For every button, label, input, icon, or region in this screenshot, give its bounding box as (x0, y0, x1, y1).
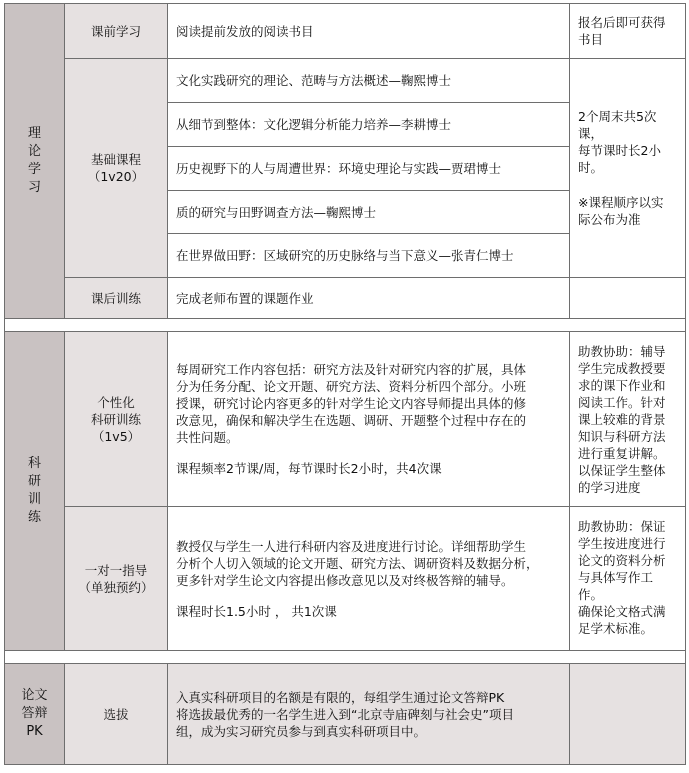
section-divider (5, 319, 686, 332)
table-row (5, 278, 686, 319)
row-note-post-training (570, 278, 686, 319)
course-item: 质的研究与田野调查方法—鞠熙博士 (168, 191, 570, 234)
row-name-one-on-one: 一对一指导 （单独预约） (65, 507, 168, 651)
row-content-post-training: 完成老师布置的课题作业 (168, 278, 570, 319)
course-item: 历史视野下的人与周遭世界：环境史理论与实践—贾珺博士 (168, 147, 570, 191)
section-label-theory: 理 论 学 习 (5, 4, 65, 319)
row-name-selection: 选拔 (65, 664, 168, 765)
row-name-personal-training: 个性化 科研训练 （1v5） (65, 332, 168, 507)
course-item: 文化实践研究的理论、范畴与方法概述—鞠熙博士 (168, 59, 570, 103)
row-name-pre-study: 课前学习 (65, 4, 168, 59)
section-label-pk: 论文 答辩 PK (5, 664, 65, 765)
course-item: 在世界做田野：区域研究的历史脉络与当下意义—张青仁博士 (168, 234, 570, 278)
row-name-post-training: 课后训练 (65, 278, 168, 319)
row-content-selection: 入真实科研项目的名额是有限的，每组学生通过论文答辩PK 将选拔最优秀的一名学生进入到“北京寺庙碑刻与社会史”项目 组，成为实习研究员参与到真实科研项目中。 (168, 664, 570, 765)
table-row (5, 59, 686, 103)
section-divider (5, 651, 686, 664)
row-content-one-on-one: 教授仅与学生一人进行科研内容及进度进行讨论。详细帮助学生 分析个人切入领域的论文开题、研究方法、调研资料及数据分析， 更多针对学生论文内容提出修改意见以及对终极答辩的辅导。 课程时长1.5小时 ， 共1次课 (168, 507, 570, 651)
table-row (5, 664, 686, 765)
row-name-basic-course: 基础课程 （1v20） (65, 59, 168, 278)
program-table (4, 3, 686, 765)
table-row (5, 332, 686, 507)
row-note-selection (570, 664, 686, 765)
row-note-personal-training: 助教协助：辅导 学生完成教授要 求的课下作业和 阅读工作。针对 课上较难的背景 知识与科研方法 进行重复讲解。 以保证学生整体 的学习进度 (570, 332, 686, 507)
row-note-one-on-one: 助教协助：保证 学生按进度进行 论文的资料分析 与具体写作工作。 确保论文格式满 足学术标准。 (570, 507, 686, 651)
table-row (5, 507, 686, 651)
row-note-pre-study: 报名后即可获得 书目 (570, 4, 686, 59)
table-row (5, 4, 686, 59)
row-content-pre-study: 阅读提前发放的阅读书目 (168, 4, 570, 59)
section-label-research: 科 研 训 练 (5, 332, 65, 651)
row-content-personal-training: 每周研究工作内容包括：研究方法及针对研究内容的扩展，具体 分为任务分配、论文开题、研究方法、资料分析四个部分。小班 授课，研究讨论内容更多的针对学生论文内容导师提出具体的修 改意见，确保和解决学生在选题、调研、开题整个过程中存在的 共性问题。 课程频率2节课/周，每节课时长2小时，共4次课 (168, 332, 570, 507)
row-note-basic-course: 2个周末共5次课， 每节课时长2小 时。 ※课程顺序以实 际公布为准 (570, 59, 686, 278)
course-item: 从细节到整体：文化逻辑分析能力培养—李耕博士 (168, 103, 570, 147)
